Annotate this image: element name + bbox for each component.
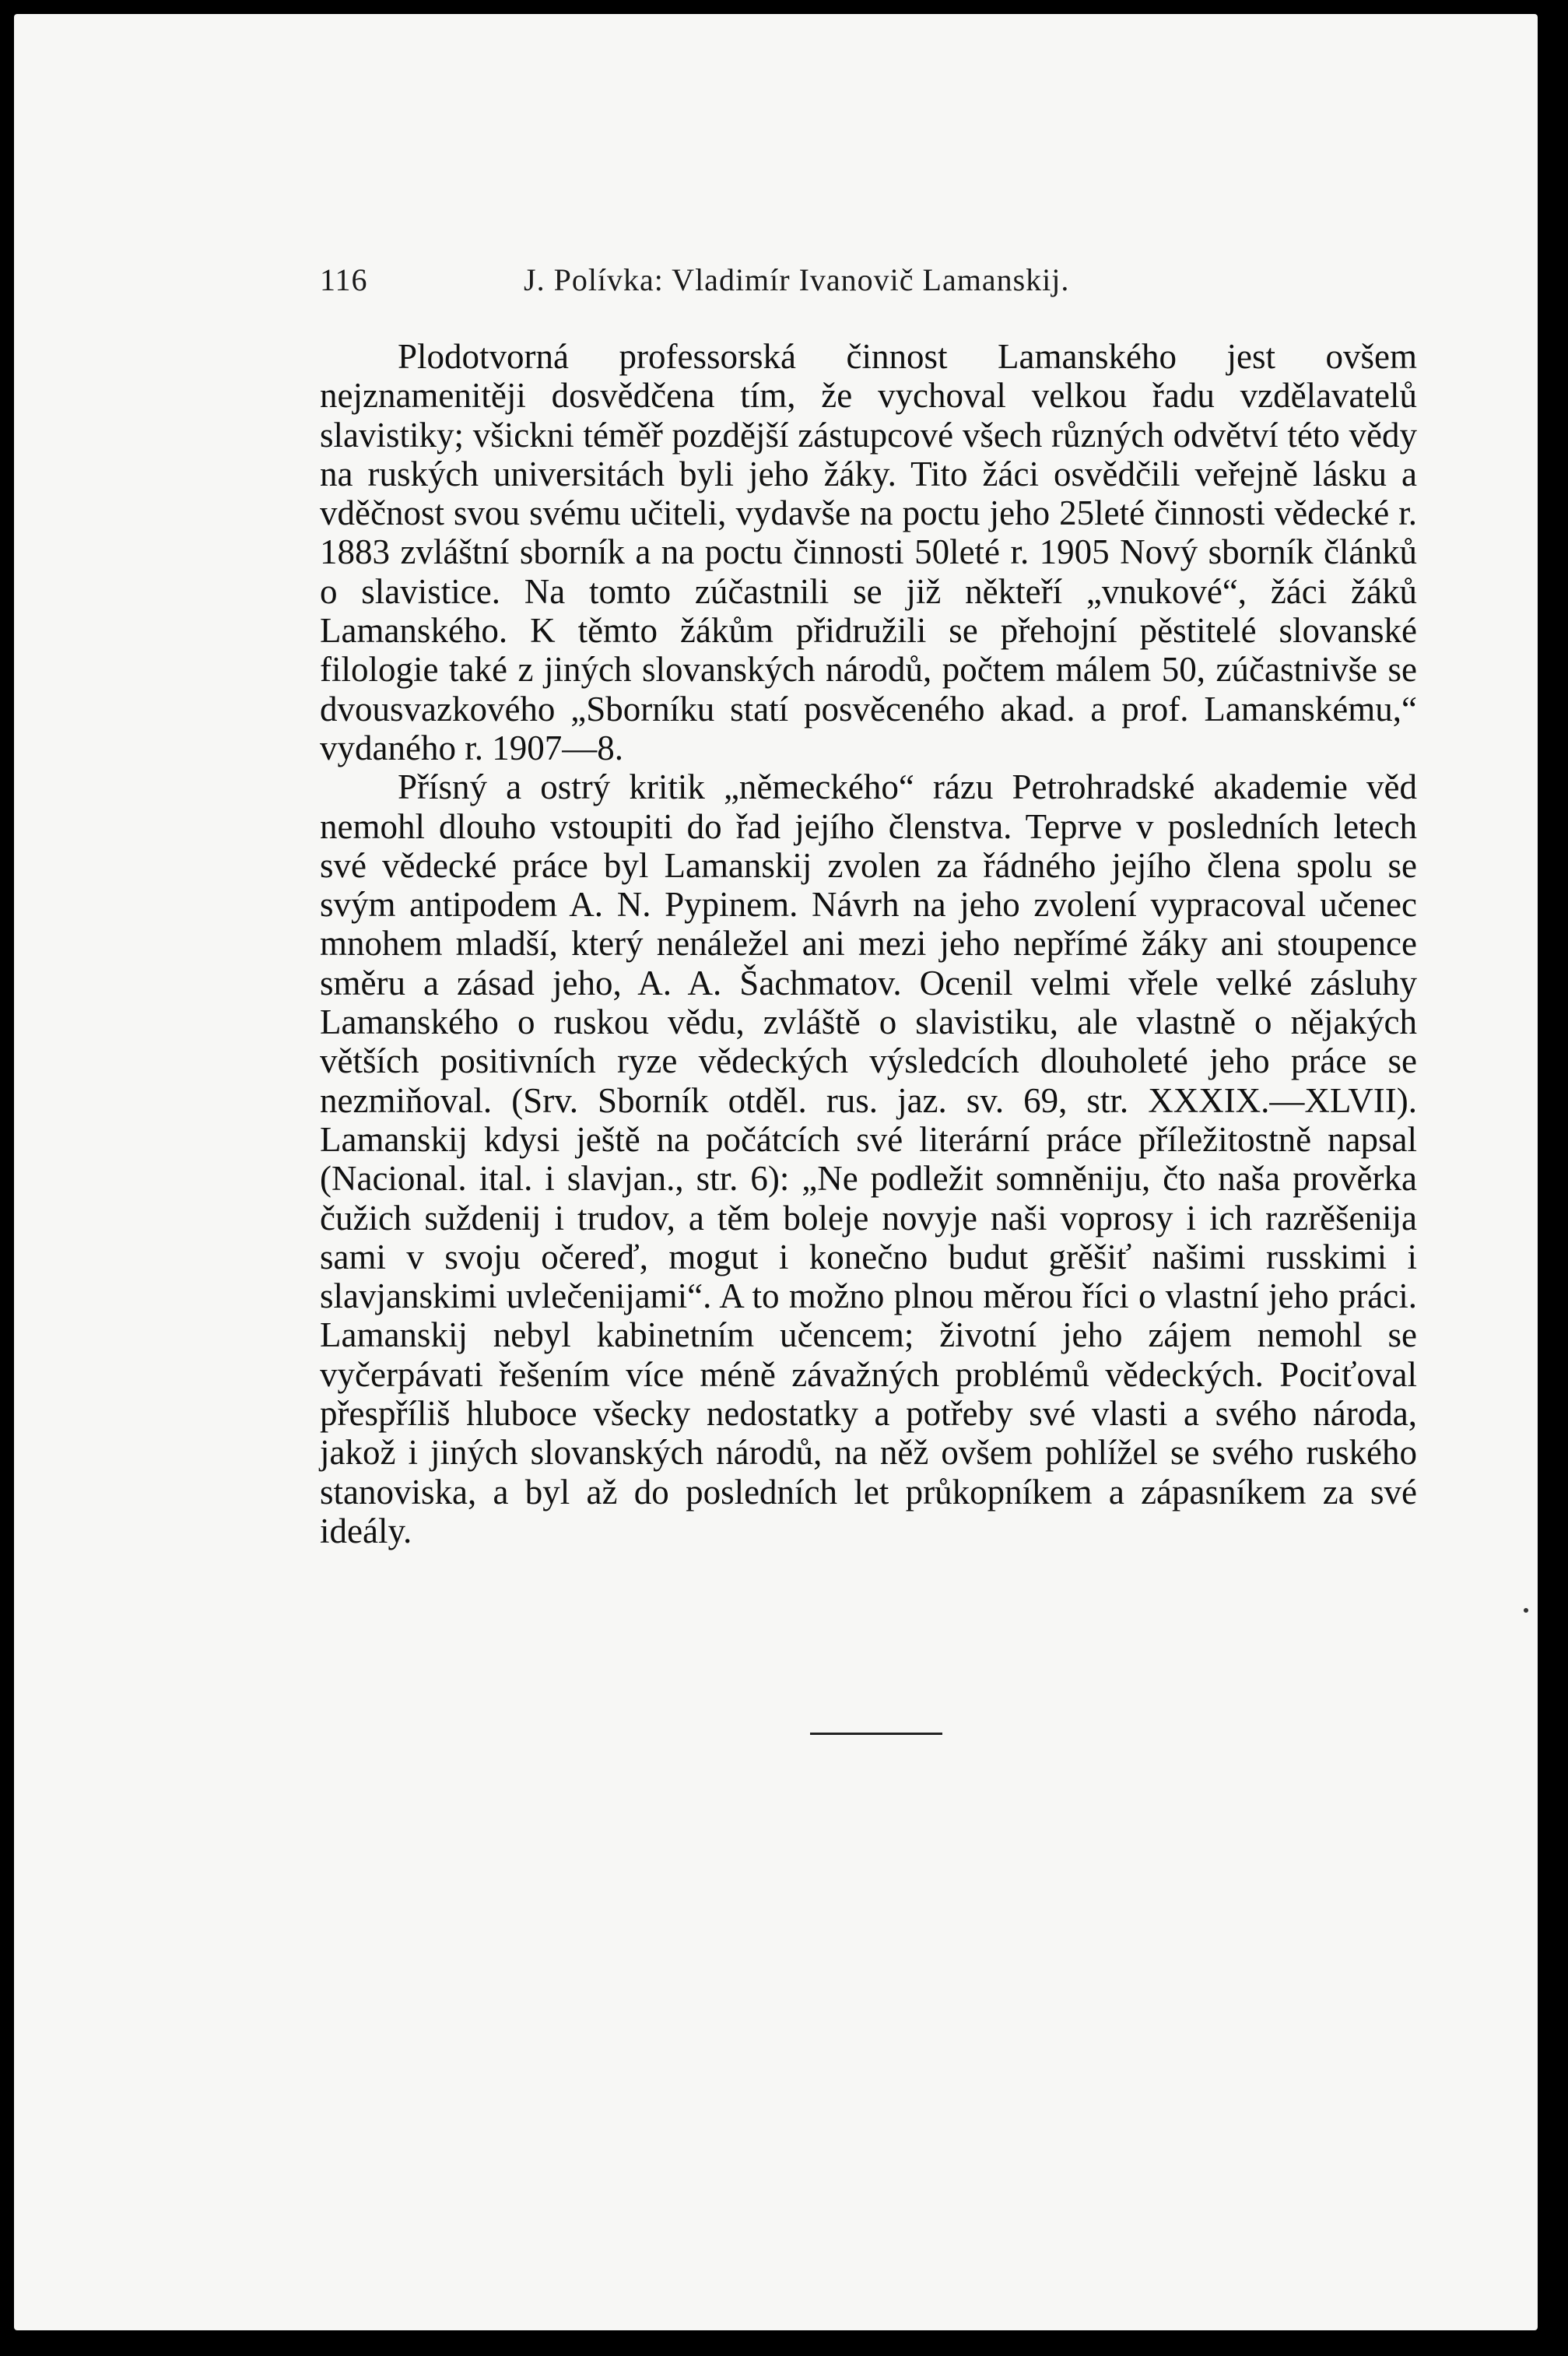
page-number: 116 <box>320 262 368 297</box>
paragraph: Přísný a ostrý kritik „německého“ rázu Petrohradské akademie věd nemohl dlouho vstoupiti do řad jejího členstva. Teprve v posledních letech své vědecké práce byl Lamanskij zvolen za řádného jejího člena spolu se svým antipodem A. N. Pypinem. Návrh na jeho zvolení vypracoval učenec mnohem mladší, který nenáležel ani mezi jeho nepřímé žáky ani stoupence směru a zásad jeho, A. A. Šachmatov. Ocenil velmi vřele velké zásluhy Lamanského o ruskou vědu, zvláště o slavistiku, ale vlastně o nějakých větších positivních ryze vědeckých výsledcích dlouholeté jeho práce se nezmiňoval. (Srv. Sborník otděl. rus. jaz. sv. 69, str. XXXIX.—XLVII). Lamanskij kdysi ještě na počátcích své literární práce příležitostně napsal (Nacional. ital. i slavjan., str. 6): „Ne podležit somněniju, čto naša prověrka čužich suždenij i trudov, a těm boleje novyje naši voprosy i ich razrěšenija sami v svoju očereď, mogut i konečno budut grěšiť našimi russkimi i slavjanskimi uvlečenijami“. A to možno plnou měrou říci o vlastní jeho práci. Lamanskij nebyl kabinetním učencem; životní jeho zájem nemohl se vyčerpávati řešením více méně závažných problémů vědeckých. Pociťoval přespříliš hluboce všecky nedostatky a potřeby své vlasti a svého národa, jakož i jiných slovanských národů, na něž ovšem pohlížel se svého ruského stanoviska, a byl až do posledních let průkopníkem a zápasníkem za své ideály. <box>320 767 1417 1550</box>
running-title: J. Polívka: Vladimír Ivanovič Lamanskij. <box>524 262 1070 297</box>
body-text <box>320 337 1417 1550</box>
section-end-rule <box>810 1733 942 1735</box>
paragraph: Plodotvorná professorská činnost Lamanského jest ovšem nejznamenitěji dosvědčena tím, že vychoval velkou řadu vzdělavatelů slavistiky; všickni téměř pozdější zástupcové všech různých odvětví této vědy na ruských universitách byli jeho žáky. Tito žáci osvědčili veřejně lásku a vděčnost svou svému učiteli, vydavše na poctu jeho 25leté činnosti vědecké r. 1883 zvláštní sborník a na poctu činnosti 50leté r. 1905 Nový sborník článků o slavistice. Na tomto zúčastnili se již někteří „vnukové“, žáci žáků Lamanského. K těmto žákům přidružili se přehojní pěstitelé slovanské filologie také z jiných slovanských národů, počtem málem 50, zúčastnivše se dvousvazkového „Sborníku statí posvěceného akad. a prof. Lamanskému,“ vydaného r. 1907—8. <box>320 337 1417 767</box>
book-page <box>14 14 1538 2330</box>
scan-speck <box>1524 1608 1528 1613</box>
page-header <box>320 262 1417 308</box>
